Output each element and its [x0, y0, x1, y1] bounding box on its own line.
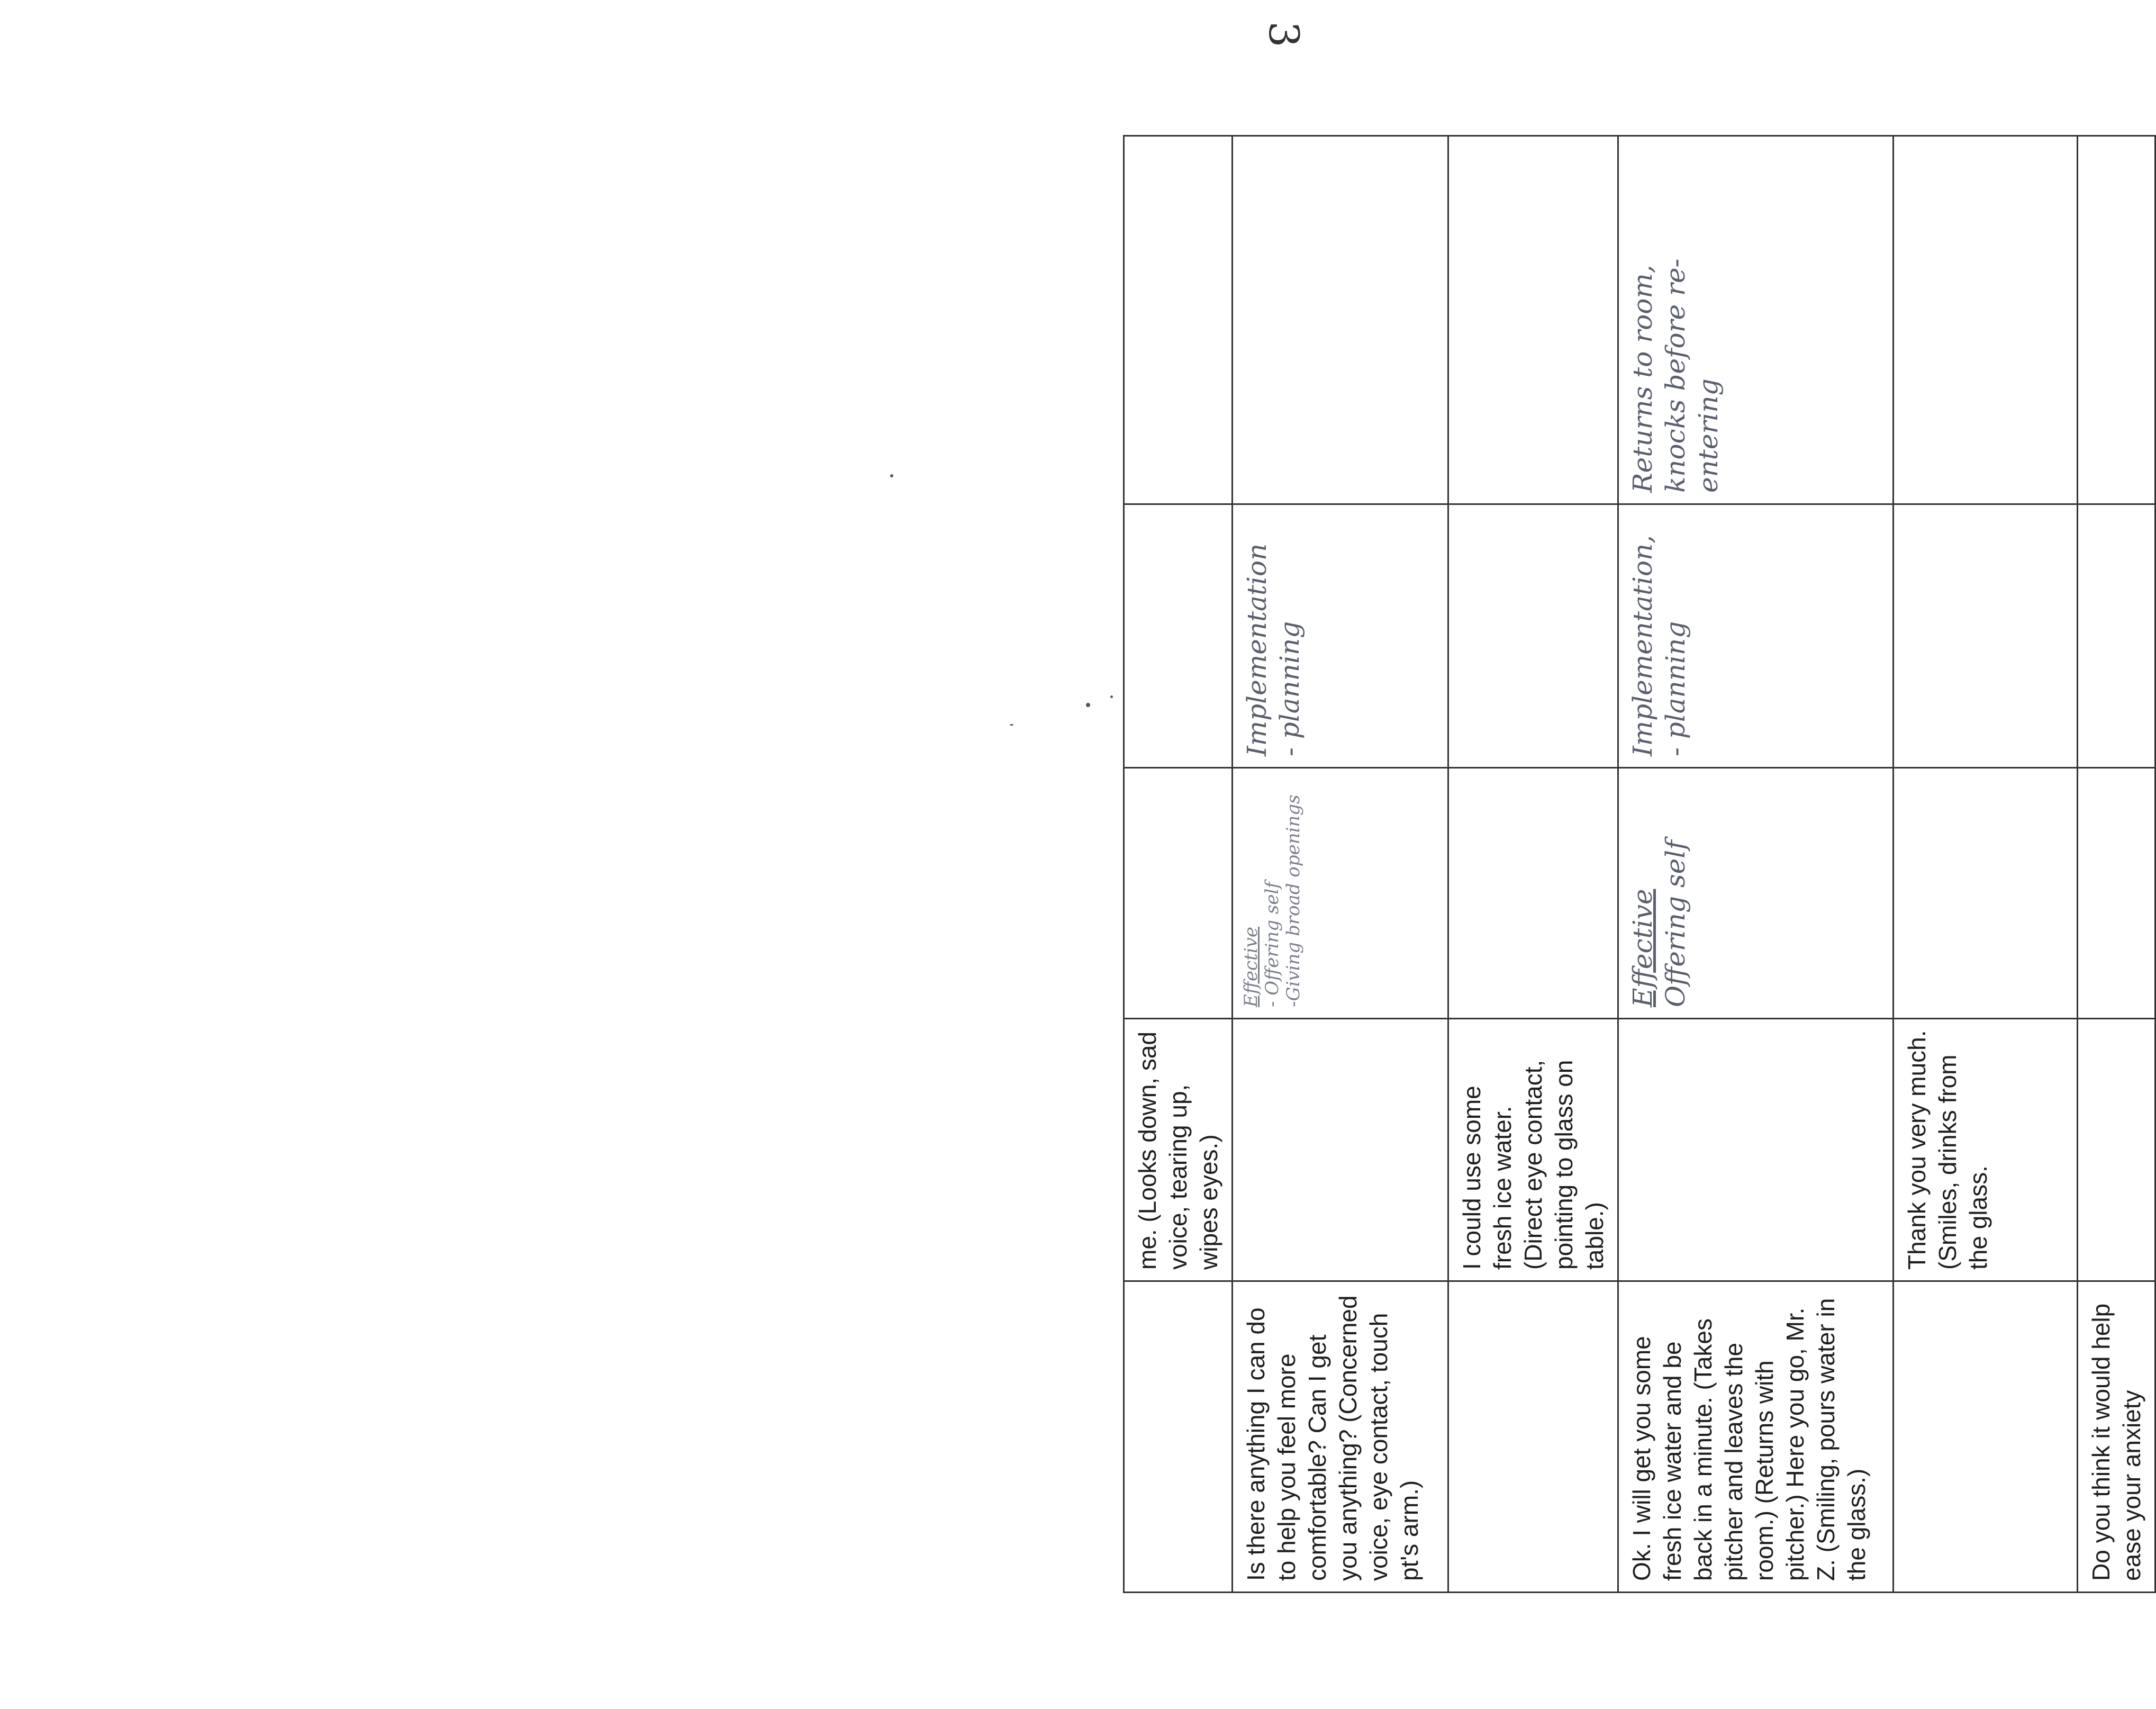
- table-row: [1124, 136, 1233, 1593]
- analysis-cell: [2078, 768, 2155, 1019]
- phase-cell: Implementation, - planning: [1618, 504, 1894, 768]
- phase-cell: [1448, 504, 1618, 768]
- analysis-cell: [1618, 768, 1894, 1019]
- scan-speck: [1086, 703, 1090, 707]
- nurse-cell: Ok. I will get you some fresh ice water and be back in a minute. (Takes pitcher and leaves the room.) (Returns with pitcher.) Here you go, Mr. Z. (Smiling, pours water in the glass.): [1618, 1281, 1894, 1593]
- phase-cell: [2078, 504, 2155, 768]
- analysis-text: - Offering self -Giving broad openings: [1262, 794, 1304, 1007]
- analysis-cell: [1894, 768, 2078, 1019]
- table-row: [1448, 136, 1618, 1593]
- analysis-cell: [1448, 768, 1618, 1019]
- analysis-cell: [1124, 768, 1233, 1019]
- nurse-cell: Is there anything I can do to help you feel more comfortable? Can I get you anything? (Concerned voice, eye contact, touch pt's arm.): [1233, 1281, 1448, 1593]
- table-row: [1233, 136, 1448, 1593]
- notes-cell: [1894, 136, 2078, 504]
- phase-cell: [1124, 504, 1233, 768]
- analysis-heading: Effective: [1627, 889, 1658, 1007]
- client-cell: Thank you very much. (Smiles, drinks from the glass.: [1894, 1019, 2078, 1281]
- nurse-cell: Do you think it would help ease your anxiety: [2078, 1281, 2155, 1593]
- analysis-heading: Effective: [1240, 927, 1262, 1007]
- phase-cell: Implementation - planning: [1233, 504, 1448, 768]
- scan-speck: [890, 474, 893, 477]
- scan-speck: [1110, 695, 1113, 698]
- notes-cell: [1448, 136, 1618, 504]
- notes-cell: Returns to room, knocks before re-entering: [1618, 136, 1894, 504]
- table-row: [2078, 136, 2155, 1593]
- table-row: [1894, 136, 2078, 1593]
- notes-cell: [1124, 136, 1233, 504]
- client-cell: [1618, 1019, 1894, 1281]
- scan-speck: [1010, 724, 1013, 726]
- client-cell: I could use some fresh ice water. (Direct eye contact, pointing to glass on table.): [1448, 1019, 1618, 1281]
- analysis-cell: [1233, 768, 1448, 1019]
- notes-cell: [1233, 136, 1448, 504]
- notes-cell: [2078, 136, 2155, 504]
- nurse-cell: [1448, 1281, 1618, 1593]
- rotated-form: [1123, 137, 2145, 1593]
- client-cell: me. (Looks down, sad voice, tearing up, wipes eyes.): [1124, 1019, 1233, 1281]
- client-cell: [2078, 1019, 2155, 1281]
- table-row: [1618, 136, 1894, 1593]
- nurse-cell: [1124, 1281, 1233, 1593]
- client-cell: [1233, 1019, 1448, 1281]
- process-recording-table: [1123, 135, 2156, 1593]
- nurse-cell: [1894, 1281, 2078, 1593]
- analysis-text: Offering self: [1660, 840, 1691, 1007]
- page-number: 3: [1259, 21, 1307, 48]
- phase-cell: [1894, 504, 2078, 768]
